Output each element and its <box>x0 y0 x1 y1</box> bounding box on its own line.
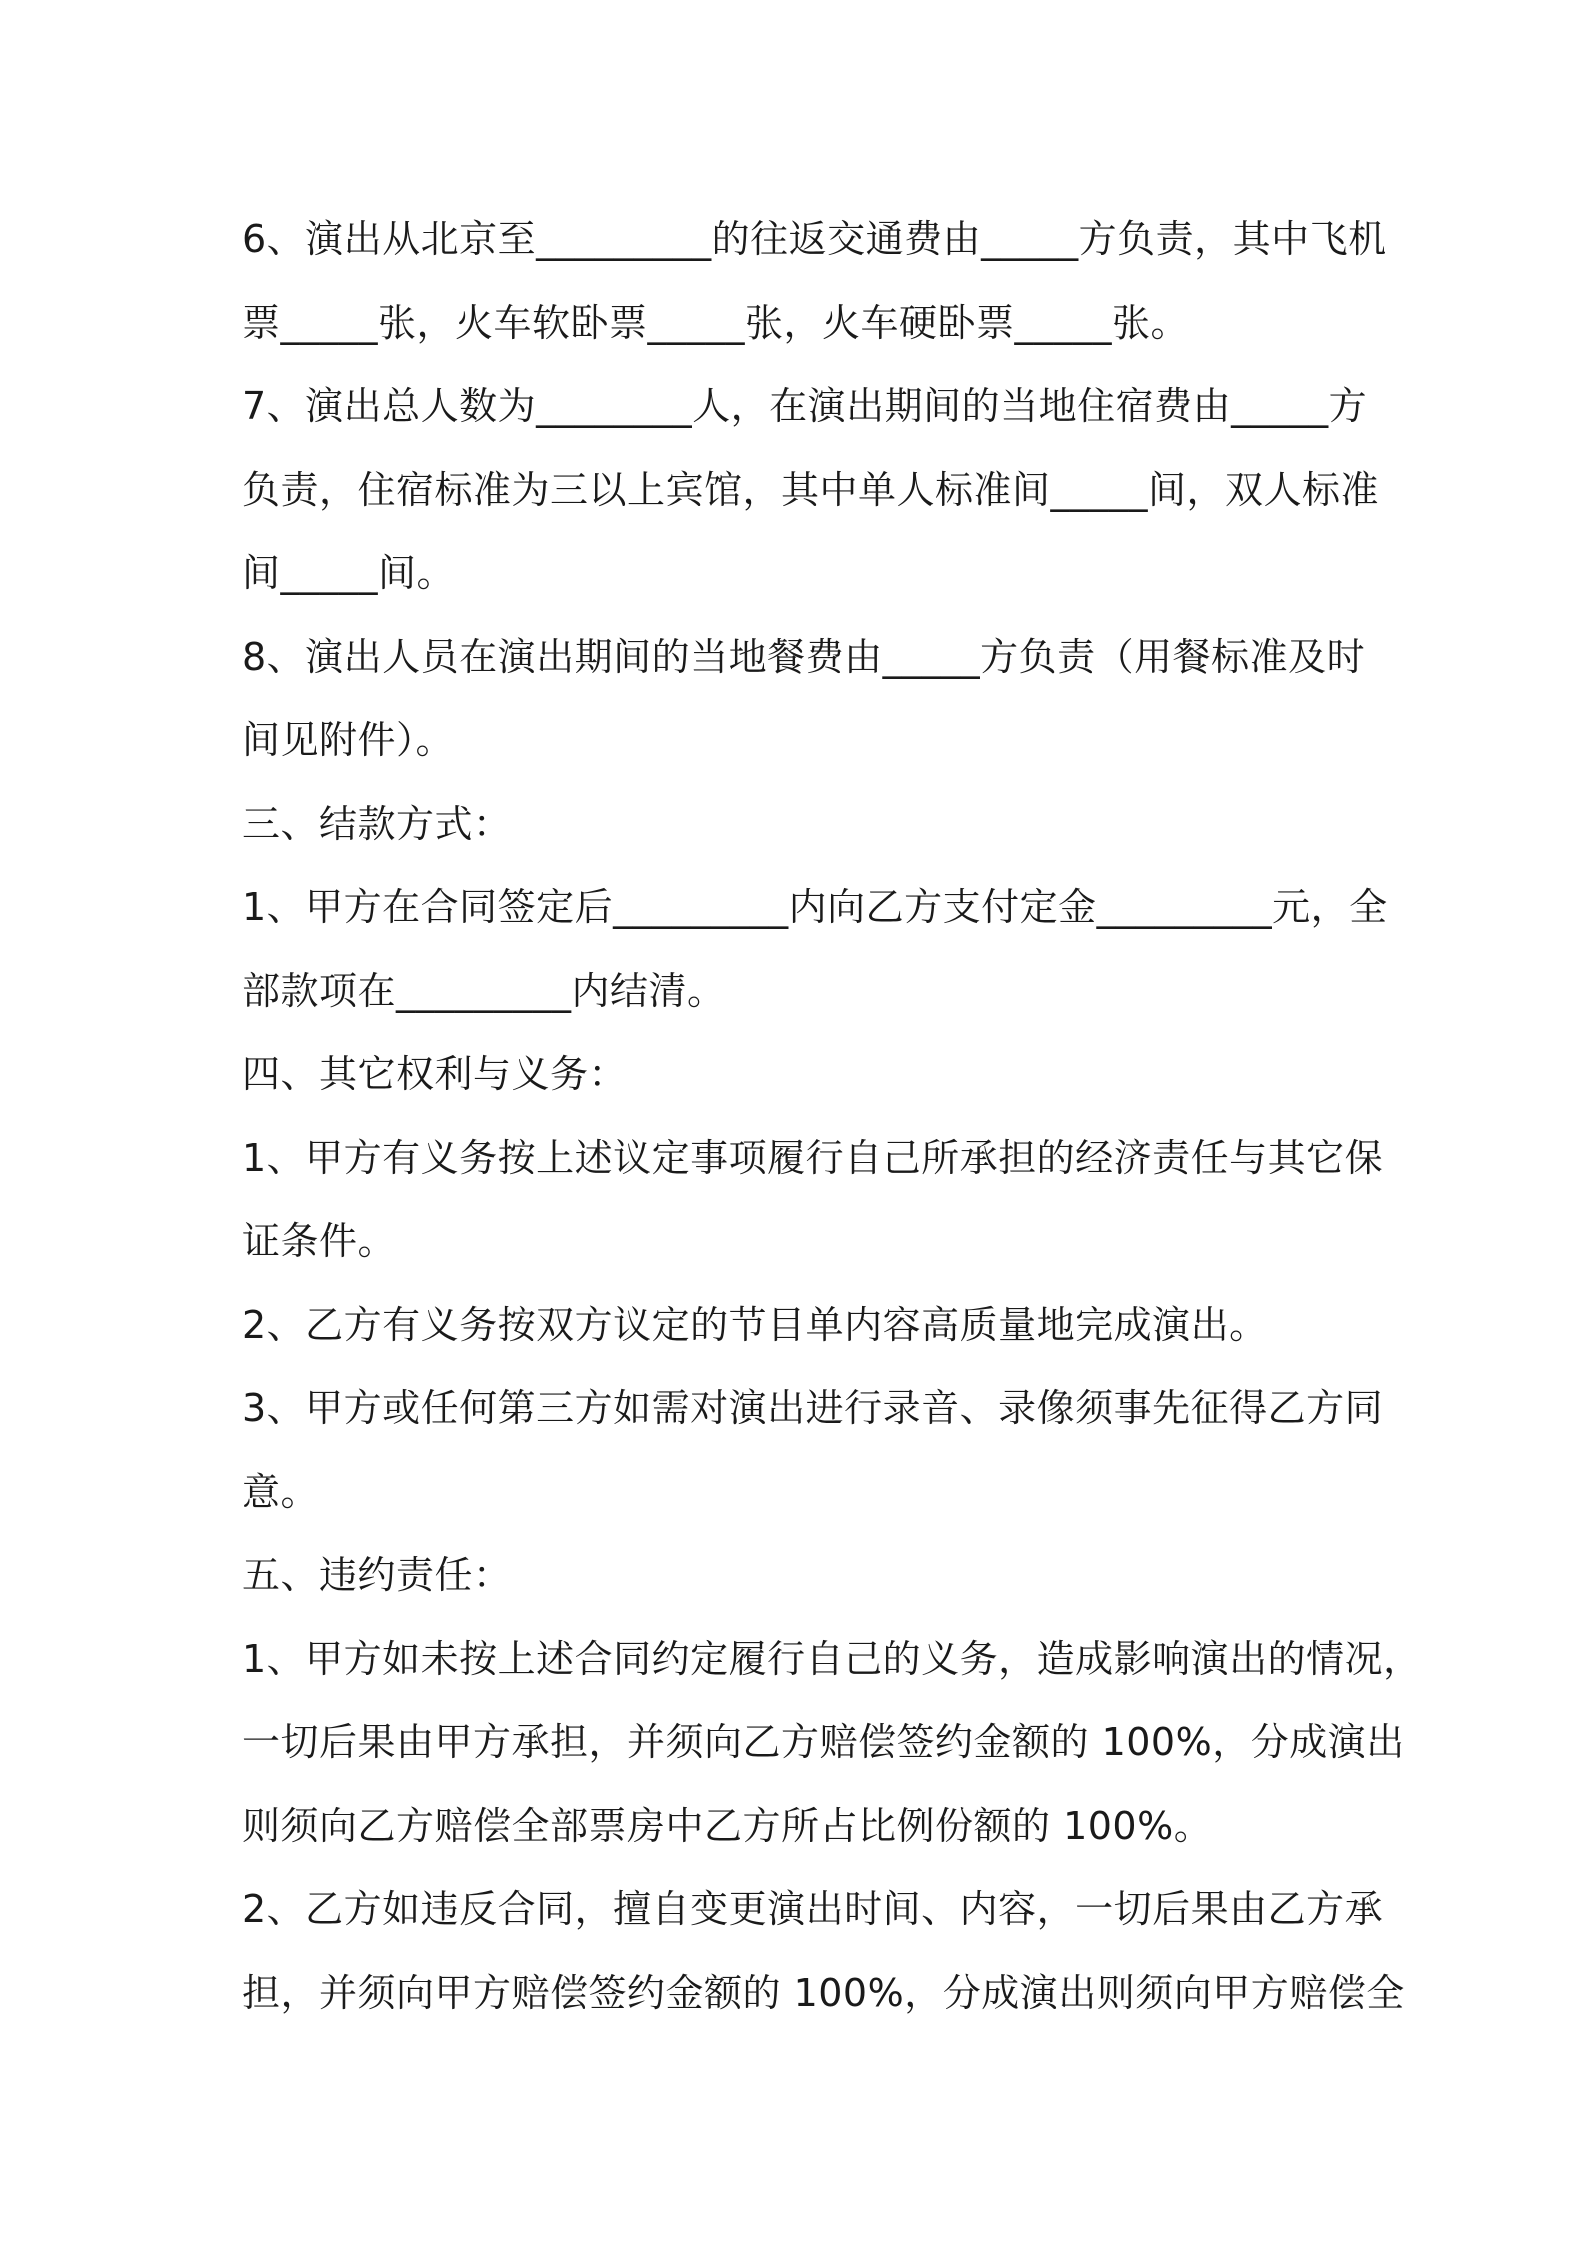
text-line: 担，并须向甲方赔偿签约金额的 100%，分成演出则须向甲方赔偿全 <box>242 1970 1405 2015</box>
text-line: 1、甲方有义务按上述议定事项履行自己所承担的经济责任与其它保 <box>242 1135 1384 1180</box>
text-line: 证条件。 <box>242 1219 397 1263</box>
text-line: 3、甲方或任何第三方如需对演出进行录音、录像须事先征得乙方同 <box>242 1386 1384 1430</box>
text-line: 1、甲方如未按上述合同约定履行自己的义务，造成影响演出的情况， <box>242 1636 1422 1681</box>
text-line: 8、演出人员在演出期间的当地餐费由_____方负责（用餐标准及时 <box>242 634 1366 679</box>
text-line: 一切后果由甲方承担，并须向乙方赔偿签约金额的 100%，分成演出 <box>242 1720 1405 1764</box>
text-line: 票_____张，火车软卧票_____张，火车硬卧票_____张。 <box>242 300 1190 345</box>
text-line: 则须向乙方赔偿全部票房中乙方所占比例份额的 100%。 <box>242 1803 1213 1848</box>
text-line: 间见附件）。 <box>242 718 455 762</box>
text-line: 负责，住宿标准为三以上宾馆，其中单人标准间_____间，双人标准 <box>242 467 1380 512</box>
document-page <box>242 198 1422 2035</box>
section-heading: 五、违约责任： <box>242 1553 512 1597</box>
text-line: 1、甲方在合同签定后_________内向乙方支付定金_________元，全 <box>242 885 1388 929</box>
text-line: 6、演出从北京至_________的往返交通费由_____方负责，其中飞机 <box>242 217 1387 261</box>
text-line: 部款项在_________内结清。 <box>242 968 726 1013</box>
text-line: 2、乙方如违反合同，擅自变更演出时间、内容，一切后果由乙方承 <box>242 1887 1384 1931</box>
text-line: 7、演出总人数为________人，在演出期间的当地住宿费由_____方 <box>242 384 1368 428</box>
section-heading: 四、其它权利与义务： <box>242 1052 628 1096</box>
text-line: 2、乙方有义务按双方议定的节目单内容高质量地完成演出。 <box>242 1302 1268 1347</box>
text-line: 意。 <box>242 1469 320 1514</box>
section-heading: 三、结款方式： <box>242 801 512 846</box>
text-line: 间_____间。 <box>242 551 456 595</box>
